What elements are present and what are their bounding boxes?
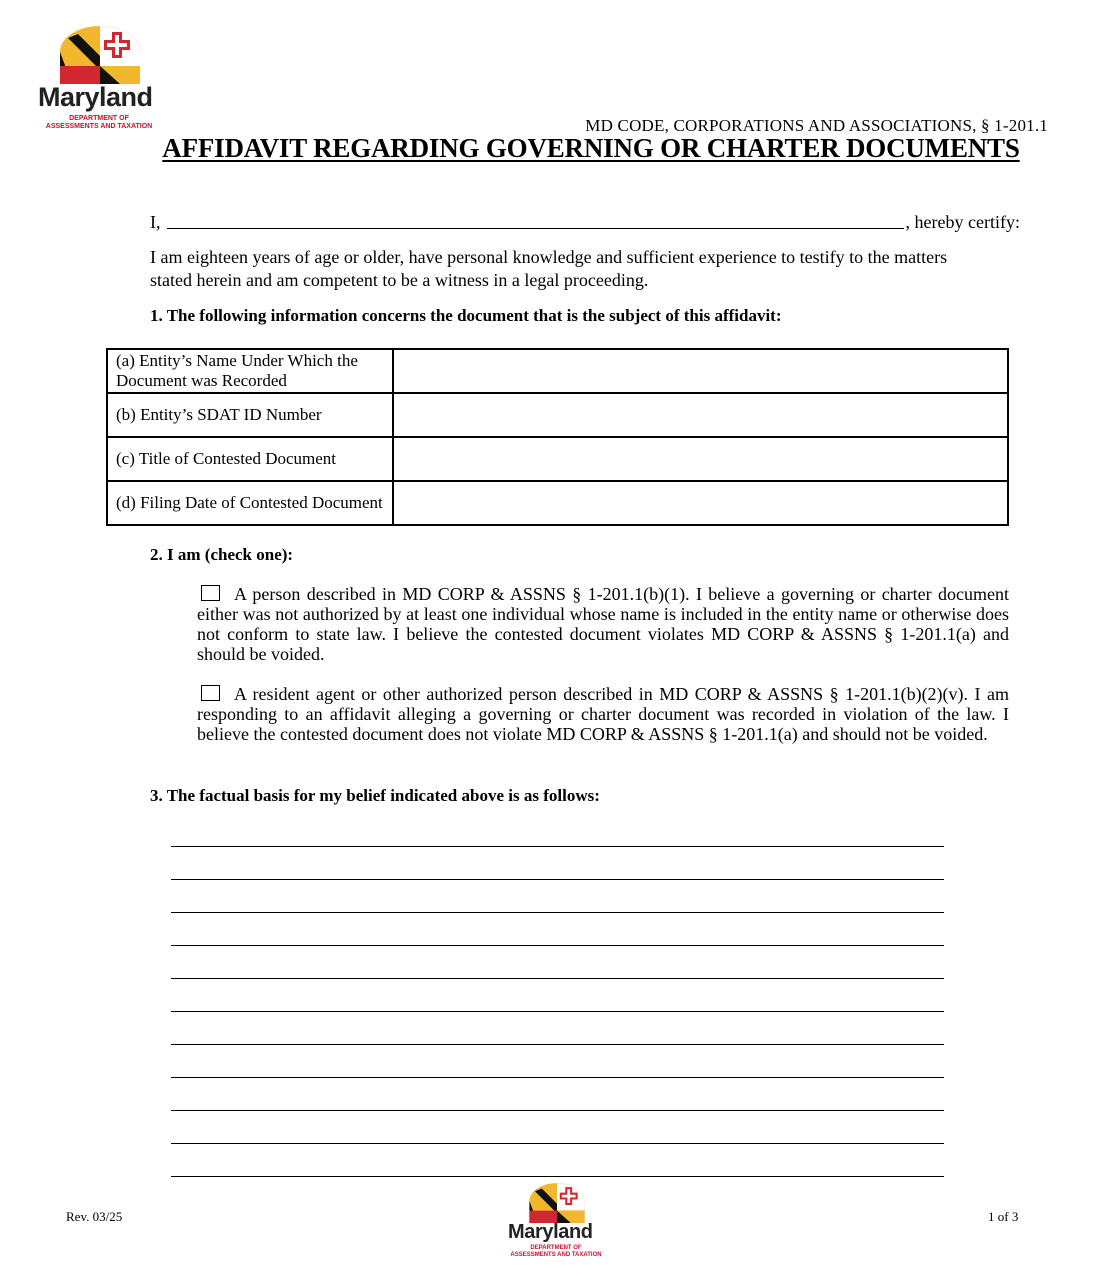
section3-heading: 3. The factual basis for my belief indicated above is as follows: [150,786,600,805]
factual-basis-line[interactable] [171,945,944,946]
document-title-field[interactable] [393,437,1008,481]
maryland-flag-icon [60,26,140,84]
logo-wordmark: Maryland [38,82,153,112]
revision-date: Rev. 03/25 [66,1209,123,1224]
factual-basis-line[interactable] [171,879,944,880]
entity-name-field[interactable] [393,349,1008,393]
factual-basis-line[interactable] [171,1077,944,1078]
option2-checkbox[interactable] [201,685,220,701]
table-row [107,481,1008,525]
logo-agency-line1: DEPARTMENT OF [530,1245,582,1251]
logo-agency-line2: ASSESSMENTS AND TAXATION [510,1252,602,1258]
factual-basis-line[interactable] [171,1110,944,1111]
sdat-id-field[interactable] [393,393,1008,437]
logo-wordmark: Maryland [508,1221,593,1243]
section2-heading: 2. I am (check one): [150,545,294,564]
document-title-label: (c) Title of Contested Document [107,437,393,481]
factual-basis-line[interactable] [171,1044,944,1045]
certification-suffix: , hereby certify: [905,212,1020,232]
maryland-flag-icon [526,1183,588,1223]
table-row [107,437,1008,481]
option1-text: A person described in MD CORP & ASSNS § 1-201.1(b)(1). I believe a governing or charter document either was not authorized by at least one individual whose name is included in the entity name or otherwise does not conform to state law. I believe the contested document violates MD CORP & ASSNS § 1-201.1(a) and should be voided. [197,584,1009,664]
logo-agency-line1: DEPARTMENT OF [69,115,129,122]
competency-statement: I am eighteen years of age or older, have personal knowledge and sufficient experience to testify to the matters stated herein and am competent to be a witness in a legal proceeding. [150,247,948,290]
code-reference: MD CODE, CORPORATIONS AND ASSOCIATIONS, § 1-201.1 [585,116,1048,135]
factual-basis-line[interactable] [171,912,944,913]
filing-date-field[interactable] [393,481,1008,525]
option1-checkbox[interactable] [201,585,220,601]
page-title: AFFIDAVIT REGARDING GOVERNING OR CHARTER DOCUMENTS [162,133,1020,163]
entity-name-label: (a) Entity’s Name Under Which the Document was Recorded [107,349,393,393]
option2-text: A resident agent or other authorized person described in MD CORP & ASSNS § 1-201.1(b)(2)(v). I am responding to an affidavit alleging a governing or charter document was recorded in violation of the law. I believe the contested document does not violate MD CORP & ASSNS § 1-201.1(a) and should not be voided. [197,684,1009,744]
factual-basis-line[interactable] [171,1143,944,1144]
factual-basis-line[interactable] [171,1011,944,1012]
footer-logo [500,1183,612,1263]
page-number: 1 of 3 [988,1209,1019,1224]
affiant-name-field[interactable] [167,210,904,229]
certification-prefix: I, [150,212,161,232]
sdat-id-label: (b) Entity’s SDAT ID Number [107,393,393,437]
document-info-table [106,348,1009,526]
table-row [107,349,1008,393]
option-person-described [197,584,1009,664]
filing-date-label: (d) Filing Date of Contested Document [107,481,393,525]
logo-agency-line2: ASSESSMENTS AND TAXATION [45,123,153,130]
factual-basis-line[interactable] [171,978,944,979]
table-row [107,393,1008,437]
section1-heading: 1. The following information concerns the document that is the subject of this affidavit: [150,306,782,325]
certification-line [150,210,1020,233]
option-resident-agent [197,684,1009,744]
factual-basis-line[interactable] [171,846,944,847]
factual-basis-line[interactable] [171,1176,944,1177]
header-logo [36,26,162,136]
